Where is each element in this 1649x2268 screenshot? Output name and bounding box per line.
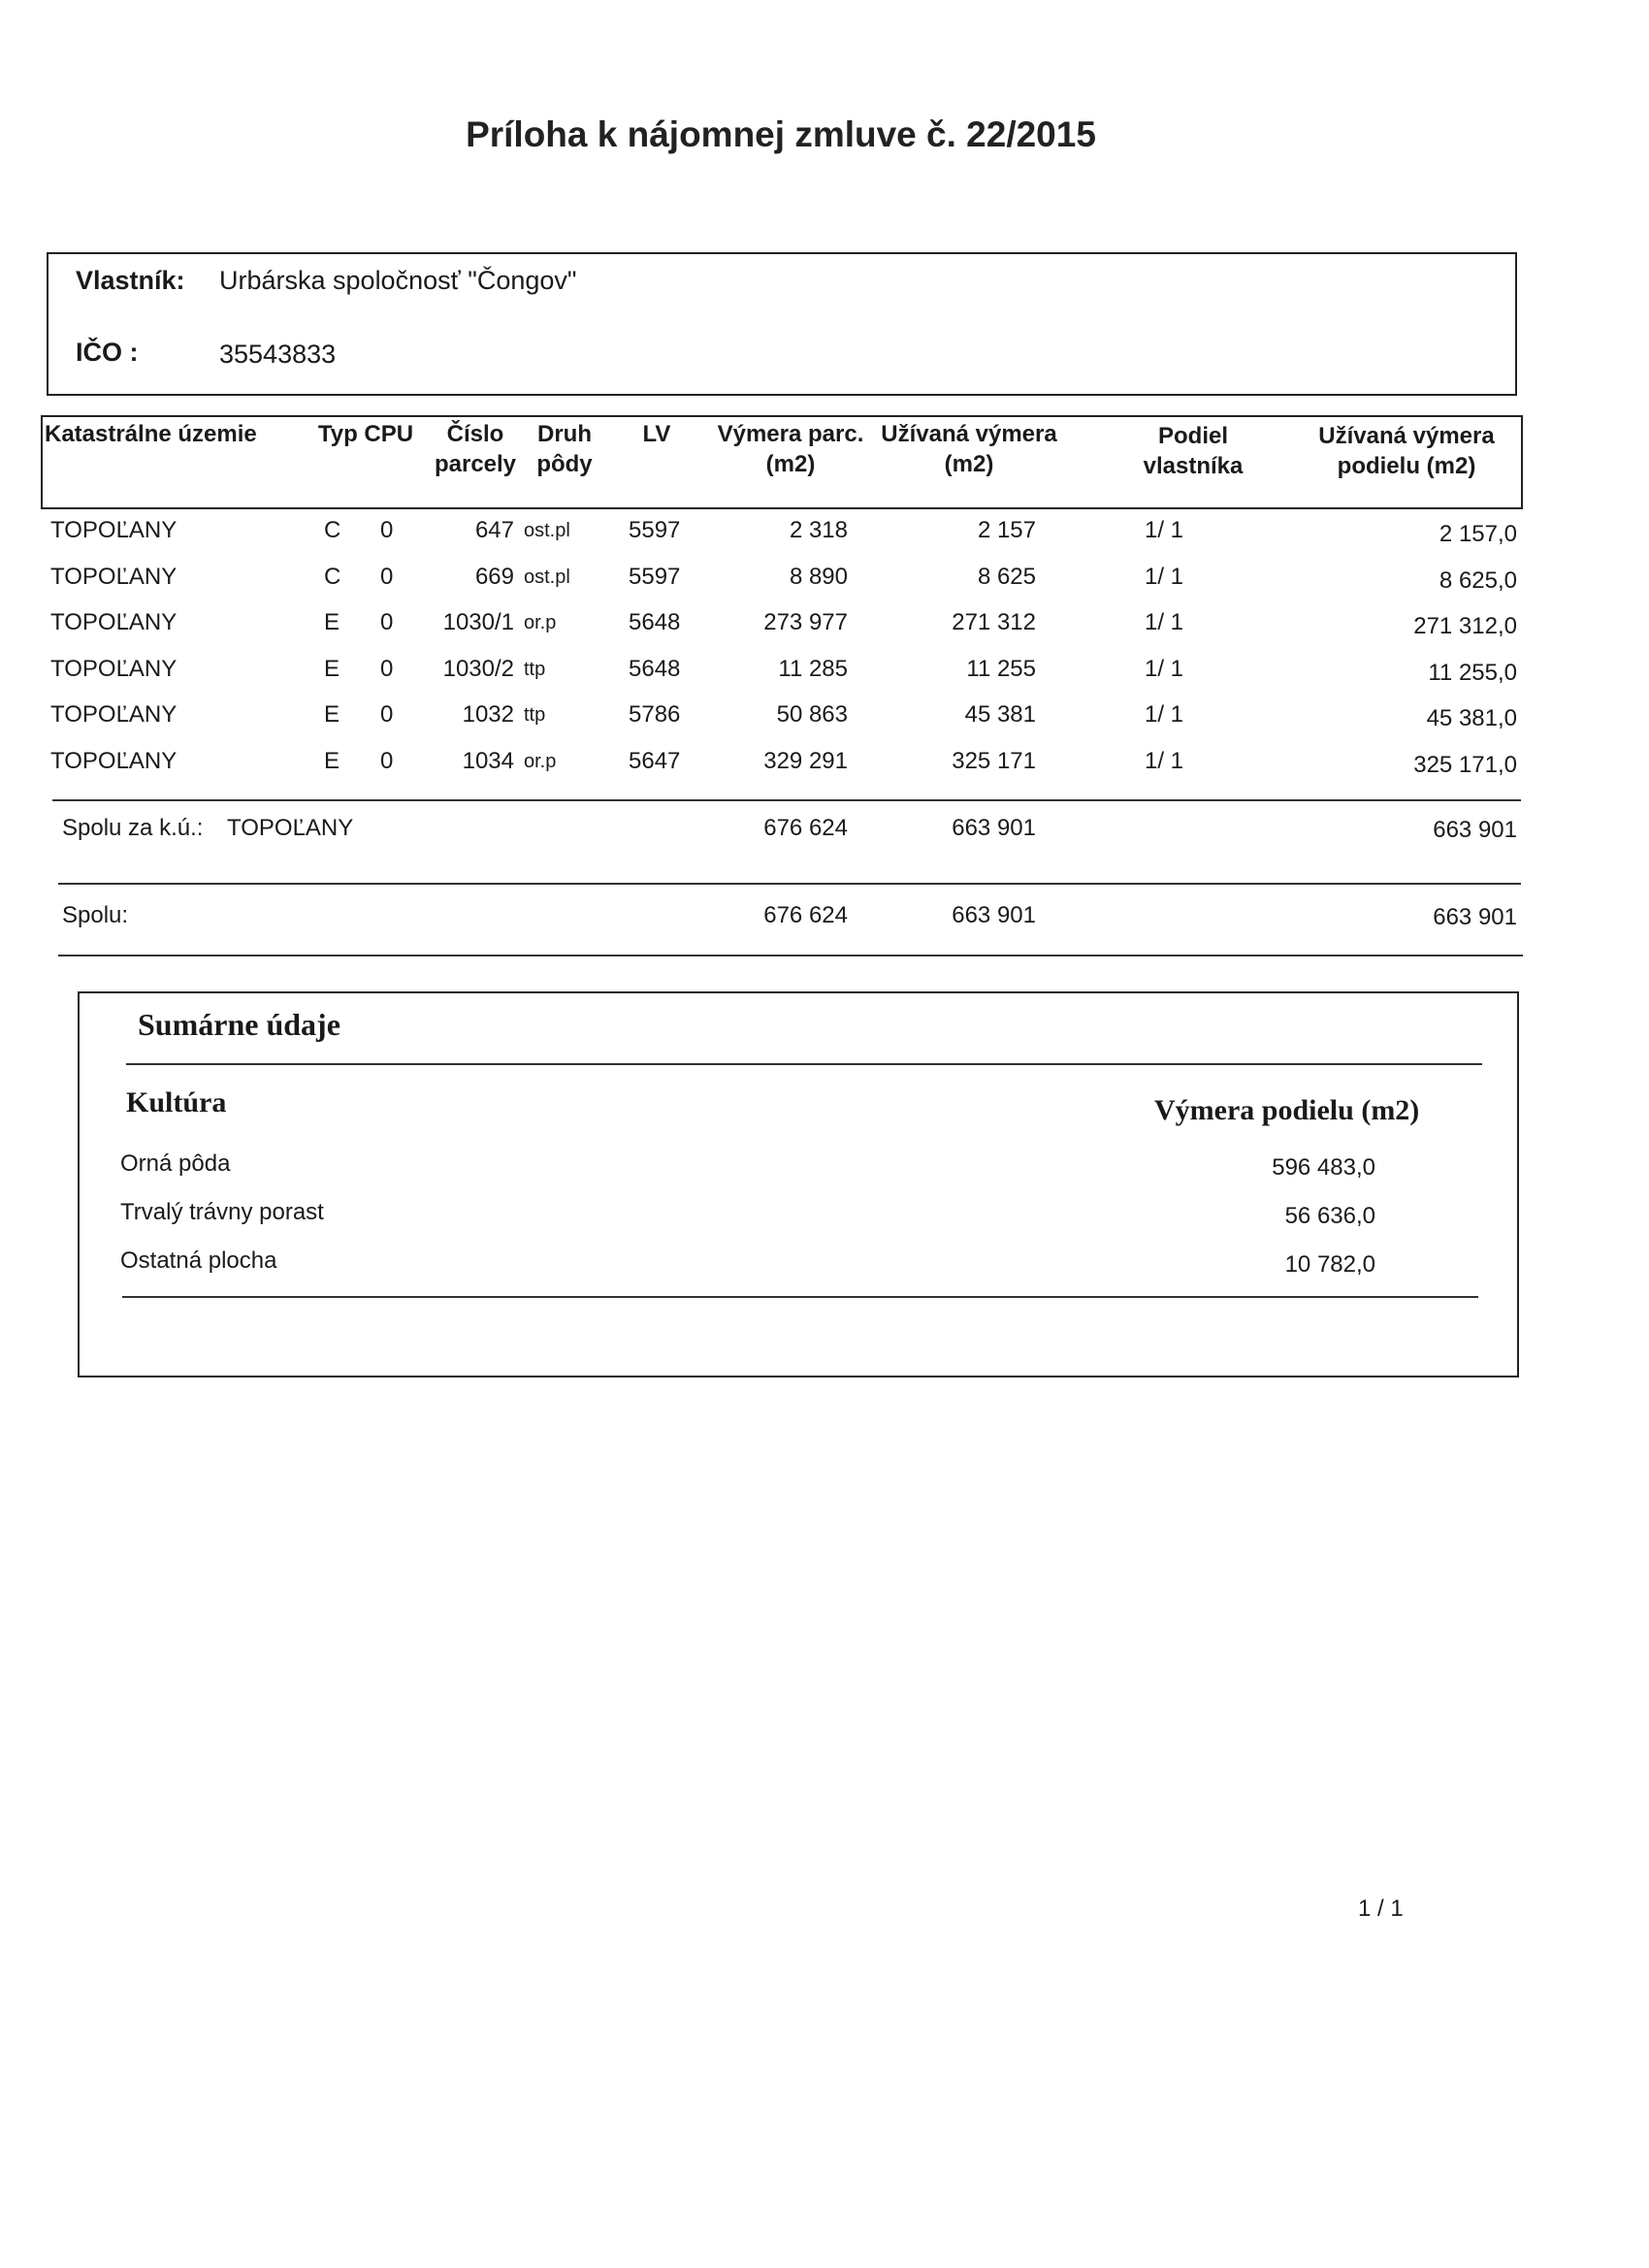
table-cell-druh: ttp [524,658,546,680]
table-cell-area: TOPOĽANY [50,655,178,682]
total-vymera: 676 624 [763,902,848,928]
table-cell-parcela: 1034 [462,747,514,774]
header-vymera-parc: Výmera parc. (m2) [717,421,864,477]
table-cell-parcela: 669 [474,563,514,590]
table-cell-parcela: 1032 [462,701,514,728]
owner-label: Vlastník: [76,266,185,295]
divider [122,1296,1478,1298]
header-uzivana-vymera: Užívaná výmera (m2) [881,421,1057,477]
table-cell-podiel: 1/ 1 [1145,563,1184,590]
table-cell-typ: C [324,563,341,590]
table-cell-lv: 5648 [629,609,681,635]
table-cell-cpu: 0 [380,747,394,774]
divider [52,799,1521,801]
summary-box [78,991,1519,1377]
table-cell-parcela: 1030/2 [442,655,514,682]
table-cell-cpu: 0 [380,563,394,590]
table-cell-druh: ttp [524,704,546,726]
table-cell-area: TOPOĽANY [50,747,178,774]
table-cell-uzivana-podiel: 11 255,0 [1428,659,1517,686]
table-cell-uzivana-podiel: 2 157,0 [1439,521,1517,547]
table-cell-podiel: 1/ 1 [1145,747,1184,774]
summary-title: Sumárne údaje [138,1007,340,1042]
table-cell-lv: 5597 [629,563,681,590]
table-cell-typ: C [324,517,341,543]
summary-row-value: 596 483,0 [1272,1154,1375,1181]
summary-col-vymera: Výmera podielu (m2) [1154,1094,1420,1126]
summary-row-name: Orná pôda [120,1150,231,1177]
table-cell-uzivana: 2 157 [977,517,1036,543]
divider [58,955,1523,956]
table-cell-druh: or.p [524,612,557,633]
table-cell-area: TOPOĽANY [50,563,178,590]
table-cell-vymera: 8 890 [789,563,848,590]
header-cislo-parcely: Číslo parcely [434,421,517,477]
table-cell-podiel: 1/ 1 [1145,655,1184,682]
table-cell-cpu: 0 [380,655,394,682]
table-cell-lv: 5647 [629,747,681,774]
table-cell-cpu: 0 [380,609,394,635]
subtotal-uzivana: 663 901 [952,815,1036,841]
subtotal-label: Spolu za k.ú.: [62,815,204,841]
table-cell-druh: ost.pl [524,566,570,588]
ico-label: IČO : [76,338,139,367]
table-cell-uzivana: 45 381 [964,701,1036,728]
header-lv: LV [642,421,671,447]
table-cell-uzivana: 11 255 [966,655,1036,682]
summary-row-name: Ostatná plocha [120,1247,277,1274]
table-cell-typ: E [324,609,340,635]
divider [126,1063,1482,1065]
total-uzivana: 663 901 [952,902,1036,928]
summary-row-name: Trvalý trávny porast [120,1199,324,1225]
summary-row-value: 56 636,0 [1284,1203,1375,1229]
table-cell-typ: E [324,701,340,728]
ico-value: 35543833 [219,340,337,369]
header-typ-cpu: Typ CPU [317,421,414,447]
table-cell-podiel: 1/ 1 [1145,701,1184,728]
summary-col-kultura: Kultúra [126,1086,227,1118]
table-cell-parcela: 647 [474,517,514,543]
table-cell-typ: E [324,655,340,682]
table-cell-typ: E [324,747,340,774]
table-cell-area: TOPOĽANY [50,609,178,635]
table-cell-area: TOPOĽANY [50,701,178,728]
table-cell-vymera: 2 318 [789,517,848,543]
subtotal-vymera: 676 624 [763,815,848,841]
table-cell-lv: 5648 [629,655,681,682]
table-cell-uzivana: 271 312 [952,609,1036,635]
table-cell-vymera: 50 863 [776,701,848,728]
summary-row-value: 10 782,0 [1284,1251,1375,1278]
total-label: Spolu: [62,902,129,928]
table-cell-podiel: 1/ 1 [1145,609,1184,635]
header-druh-pody: Druh pôdy [536,421,593,477]
table-cell-druh: or.p [524,750,557,772]
header-area: Katastrálne územie [45,421,257,447]
table-cell-area: TOPOĽANY [50,517,178,543]
subtotal-uzivana-podiel: 663 901 [1433,817,1517,843]
header-uzivana-vymera-podielu: Užívaná výmera podielu (m2) [1318,423,1495,479]
table-cell-druh: ost.pl [524,520,570,541]
table-cell-uzivana-podiel: 325 171,0 [1413,751,1517,778]
table-cell-vymera: 11 285 [778,655,848,682]
table-cell-vymera: 273 977 [763,609,848,635]
document-title: Príloha k nájomnej zmluve č. 22/2015 [466,114,1096,154]
subtotal-area: TOPOĽANY [227,815,354,841]
table-cell-cpu: 0 [380,517,394,543]
divider [58,883,1521,885]
owner-value: Urbárska spoločnosť "Čongov" [219,266,577,295]
table-cell-lv: 5597 [629,517,681,543]
table-cell-cpu: 0 [380,701,394,728]
table-cell-uzivana: 8 625 [977,563,1036,590]
table-cell-uzivana: 325 171 [952,747,1036,774]
table-cell-parcela: 1030/1 [442,609,514,635]
table-cell-vymera: 329 291 [763,747,848,774]
table-cell-uzivana-podiel: 271 312,0 [1413,613,1517,639]
table-cell-lv: 5786 [629,701,681,728]
table-cell-uzivana-podiel: 45 381,0 [1426,705,1517,731]
table-cell-uzivana-podiel: 8 625,0 [1439,567,1517,594]
header-podiel-vlastnika: Podiel vlastníka [1143,423,1244,479]
table-cell-podiel: 1/ 1 [1145,517,1184,543]
page-number: 1 / 1 [1358,1895,1404,1922]
total-uzivana-podiel: 663 901 [1433,904,1517,930]
